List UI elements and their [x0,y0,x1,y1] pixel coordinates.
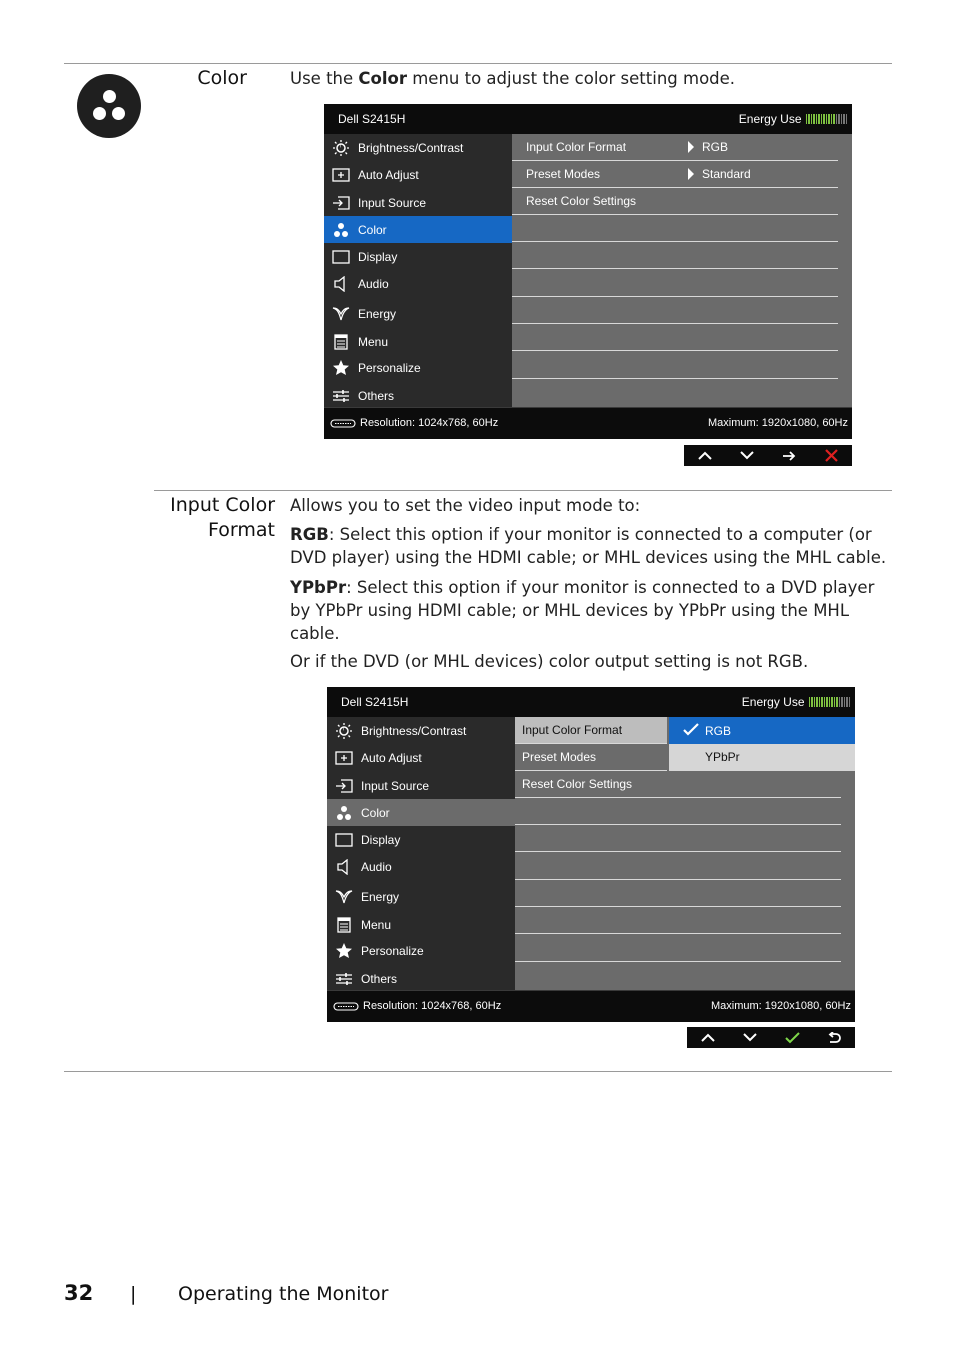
submenu-empty-row [515,907,841,934]
osd-footer [324,408,852,439]
osd-button-bar [687,1027,855,1048]
osd-submenu [515,717,855,990]
footer-separator: | [130,1283,137,1305]
energy-icon [332,306,350,322]
input-color-outro: Or if the DVD (or MHL devices) color output setting is not RGB. [290,652,809,671]
osd-menu-item-energy[interactable]: Energy [324,300,512,327]
close-icon [825,449,838,462]
sliders-icon [335,971,353,987]
brightness-icon [332,140,350,156]
submenu-empty-row [515,853,841,880]
osd-menu-item-audio[interactable]: Audio [327,853,515,880]
up-button[interactable] [684,445,726,466]
bottom-rule [64,1071,892,1072]
osd-main-menu [327,717,515,990]
energy-bars [806,114,849,124]
osd-menu-item-brightness[interactable]: Brightness/Contrast [324,134,512,161]
color-icon [77,74,141,138]
display-icon [332,249,350,265]
osd-submenu [512,134,852,407]
submenu-preset-modes[interactable]: Preset Modes Standard [512,161,838,188]
osd-header [327,687,855,717]
option-ypbpr[interactable]: YPbPr [669,744,855,771]
checkmark-icon [785,1032,800,1044]
input-color-intro: Allows you to set the video input mode to: [290,496,641,515]
osd-button-bar [684,445,852,466]
color-section-description: Use the Color menu to adjust the color setting mode. [290,69,736,88]
display-icon [335,832,353,848]
submenu-empty-row [512,270,838,297]
energy-use-meter: Energy Use [739,112,848,126]
connector-icon [333,1002,359,1011]
submenu-reset-color-settings[interactable]: Reset Color Settings [515,771,841,798]
brightness-icon [335,723,353,739]
submenu-empty-row [512,215,838,242]
energy-bars [809,697,852,707]
osd-menu-item-audio[interactable]: Audio [324,270,512,297]
submenu-empty-row [515,880,841,907]
osd-model-name: Dell S2415H [338,112,406,126]
maximum-resolution-text: Maximum: 1920x1080, 60Hz [707,417,848,429]
down-button[interactable] [729,1027,771,1048]
osd-footer [327,991,855,1022]
submenu-empty-row [512,352,838,379]
osd-header [324,104,852,134]
osd-menu-item-others[interactable]: Others [327,965,515,992]
submenu-empty-row [512,242,838,269]
submenu-empty-row [515,798,841,825]
osd-menu-item-brightness[interactable]: Brightness/Contrast [327,717,515,744]
chevron-right-icon [688,141,694,153]
submenu-empty-row [515,935,841,962]
star-icon [332,360,350,376]
osd-menu-item-input-source[interactable]: Input Source [327,772,515,799]
osd-menu-item-menu[interactable]: Menu [324,328,512,355]
osd-model-name: Dell S2415H [341,695,409,709]
osd-menu-item-others[interactable]: Others [324,382,512,409]
input-source-icon [335,778,353,794]
osd-main-menu [324,134,512,407]
osd-menu-item-personalize[interactable]: Personalize [324,354,512,381]
page-number: 32 [64,1281,94,1305]
resolution-text: Resolution: 1024x768, 60Hz [333,1000,501,1012]
auto-adjust-icon [332,167,350,183]
input-source-icon [332,195,350,211]
sliders-icon [332,388,350,404]
osd-menu-item-display[interactable]: Display [327,826,515,853]
audio-icon [332,276,350,292]
resolution-text: Resolution: 1024x768, 60Hz [330,417,498,429]
osd-menu-item-display[interactable]: Display [324,243,512,270]
star-icon [335,943,353,959]
middle-rule [154,490,892,491]
osd-menu-item-color[interactable]: Color [324,216,512,243]
menu-icon [335,917,353,933]
back-icon [827,1032,841,1044]
up-button[interactable] [687,1027,729,1048]
footer-section-name: Operating the Monitor [178,1283,389,1305]
submenu-reset-color-settings[interactable]: Reset Color Settings [512,188,838,215]
chevron-down-icon [743,1033,757,1042]
submenu-empty-row [512,324,838,351]
osd-menu-item-color[interactable]: Color [327,799,515,826]
connector-icon [330,419,356,428]
osd-menu-item-energy[interactable]: Energy [327,883,515,910]
right-button[interactable] [768,445,810,466]
osd-menu-item-auto-adjust[interactable]: Auto Adjust [324,161,512,188]
osd-menu-item-personalize[interactable]: Personalize [327,937,515,964]
osd-menu-item-input-source[interactable]: Input Source [324,189,512,216]
chevron-right-icon [688,168,694,180]
osd-input-color-format-menu [327,687,855,1022]
color-icon [332,222,350,238]
color-section-title: Color [197,67,247,89]
submenu-preset-modes[interactable]: Preset Modes [515,744,667,771]
rgb-description: RGB: Select this option if your monitor is connected to a computer (or DVD player) using the HDMI cable; or MHL devices using the MHL cable. [290,525,887,567]
chevron-down-icon [740,451,754,460]
maximum-resolution-text: Maximum: 1920x1080, 60Hz [710,1000,851,1012]
osd-color-menu [324,104,852,439]
osd-menu-item-menu[interactable]: Menu [327,911,515,938]
arrow-right-icon [782,451,796,461]
top-rule [64,63,892,64]
checkmark-icon [683,723,699,736]
submenu-input-color-format[interactable]: Input Color Format RGB [512,134,838,161]
exit-button[interactable] [810,445,852,466]
back-button[interactable] [813,1027,855,1048]
submenu-input-color-format[interactable]: Input Color Format [515,717,667,744]
energy-icon [335,889,353,905]
color-icon [335,805,353,821]
chevron-up-icon [701,1033,715,1042]
menu-icon [332,334,350,350]
option-rgb[interactable]: RGB [669,717,855,744]
down-button[interactable] [726,445,768,466]
auto-adjust-icon [335,750,353,766]
audio-icon [335,859,353,875]
input-color-format-title: Input Color Format [170,494,275,541]
osd-menu-item-auto-adjust[interactable]: Auto Adjust [327,744,515,771]
ypbpr-description: YPbPr: Select this option if your monitor is connected to a DVD player by YPbPr using HDMI cable; or MHL devices by YPbPr using the MHL cable. [290,578,875,643]
energy-use-meter: Energy Use [742,695,851,709]
confirm-button[interactable] [771,1027,813,1048]
chevron-up-icon [698,451,712,460]
submenu-empty-row [515,825,841,852]
submenu-empty-row [512,297,838,324]
